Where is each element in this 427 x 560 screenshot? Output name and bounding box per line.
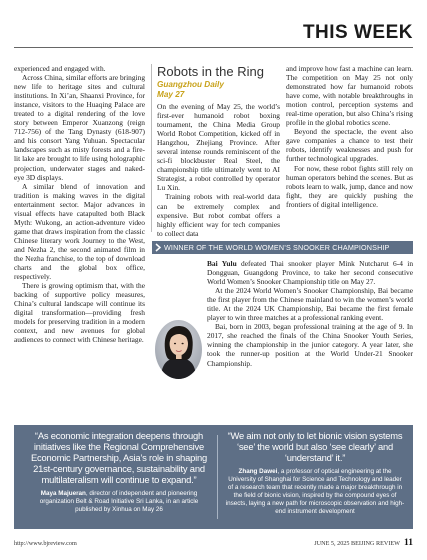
page-number: 11 xyxy=(404,538,413,548)
culture-paragraph: experienced and engaged with. xyxy=(14,64,106,73)
culture-paragraph: A similar blend of innovation and tradition is making waves in the digital entertainment sector. Major advances in visual effects have catapulted both Black Myth: Wukong, an action-adventure video game that draws inspiration from the classic Chinese literary work Journey to the West, and Nezha 2, the second animated film in the Nezha franchise, to the top of download charts and the global box office, respectively. xyxy=(14,181,145,282)
winner-lead-paragraph xyxy=(157,259,413,286)
culture-article-column xyxy=(14,64,145,344)
robots-date: May 27 xyxy=(157,90,185,99)
robots-article-continued xyxy=(286,64,413,209)
robots-paragraph: Training robots with real-world data can be extremely complex and expensive. But robot combat offers a highly efficient way for tech companies to collect data xyxy=(157,192,280,238)
quote-text: “We aim not only to let bionic vision systems ‘see’ the world but also ‘see clearly’ and ‘understand’ it.” xyxy=(227,430,403,463)
quote-author: Maya Majueran xyxy=(40,490,86,497)
quotes-divider xyxy=(217,435,218,519)
winner-paragraph: Bai, born in 2003, began professional training at the age of 9. In 2017, she reached the finals of the China Snooker Youth Series, winning the championship in the junior category. A year later, she took the runner-up position at the World Under-21 Snooker Championship. xyxy=(207,322,413,368)
winner-paragraph: At the 2024 World Women’s Snooker Championship, Bai became the first player from the Chinese mainland to win the women’s world title. At the 2024 UK Championship, Bai became the first female player to win three matches at a professional ranking event. xyxy=(207,286,413,323)
quote-text: “As economic integration deepens through initiatives like the Regional Comprehensive Economic Partnership, Asia’s role in shaping 21st-century governance, sustainability and multilateralism will continue to expand.” xyxy=(30,430,208,485)
culture-paragraph: There is growing optimism that, with the backing of supportive policy measures, China’s cultural landscape will continue its digital transformation—providing fresh models for preserving tradition in a modern context, and new avenues for global audiences to connect with Chinese heritage. xyxy=(14,281,145,345)
robots-headline: Robots in the Ring xyxy=(157,64,264,79)
robots-source: Guangzhou Daily xyxy=(157,80,224,89)
winner-name: Bai Yulu xyxy=(207,259,237,268)
footer-issue-date: JUNE 5, 2025 BEIJING REVIEW xyxy=(314,540,401,547)
robots-paragraph: For now, these robot fights still rely on human operators behind the scenes. But as robots learn to walk, jump, dance and now fight, they are quickly pushing the frontiers of digital intelligence. xyxy=(286,163,413,209)
footer-issue-info xyxy=(314,538,413,548)
chevron-right-icon xyxy=(152,241,164,254)
quote-attribution xyxy=(26,490,212,514)
winner-lead-text: defeated Thai snooker player Mink Nutcharut 6-4 in Dongguan, Guangdong Province, to take her second consecutive World Women’s Snooker Championship title on May 27. xyxy=(207,259,414,287)
quote-attribution xyxy=(225,468,405,515)
header-rule xyxy=(14,47,413,48)
portrait-photo xyxy=(155,320,202,379)
column-divider xyxy=(151,64,152,232)
quote-author-description: , a professor of optical engineering at the University of Shanghai for Science and Technology and leader of a research team that recently made a major breakthrough in the field of bionic vision, inspired by the compound eyes of insects, laying a new path for microscopic observation and high-end instrument development xyxy=(225,468,405,515)
winner-banner-label: WINNER OF THE WORLD WOMEN’S SNOOKER CHAMPIONSHIP xyxy=(164,243,390,252)
robots-paragraph: On the evening of May 25, the world’s first-ever humanoid robot boxing tournament, the China Media Group World Robot Competition, kicked off in Hangzhou, Zhejiang Province. After several intense rounds reminiscent of the sci-fi blockbuster Real Steel, the championship title ultimately went to AI Strategist, a robot controlled by operator Lu Xin. xyxy=(157,102,280,193)
section-title: THIS WEEK xyxy=(302,22,413,43)
robots-paragraph: Beyond the spectacle, the event also gave companies a chance to test their robots, identify weaknesses and push for further technological upgrades. xyxy=(286,127,413,164)
winner-section-banner xyxy=(152,241,413,254)
quote-block-1 xyxy=(26,430,212,514)
quote-author-description: , director of independent and pioneering organization Belt & Road Initiative Sri Lanka, in an article published by Xinhua on May 26 xyxy=(39,490,199,513)
footer-website-link[interactable]: http://www.bjreview.com xyxy=(14,540,77,547)
culture-paragraph: Across China, similar efforts are bringing new life to heritage sites and cultural institutions. In Xi’an, Shaanxi Province, for instance, visitors to the Huaqing Palace are treated to a digital rendering of the love story between Emperor Xuanzong (reign 712-756) of the Tang Dynasty (618-907) and his consort Yang Yuhuan. Spectacular landscapes such as misty forests and a fire-lit lake are brought to life using holographic projection, underwater stages and naked-eye 3D displays. xyxy=(14,73,146,182)
quote-author: Zhang Dawei xyxy=(238,468,278,475)
quote-block-2 xyxy=(225,430,405,515)
robots-paragraph: and improve how fast a machine can learn. The competition on May 25 not only demonstrated how far humanoid robots have come, with notable breakthroughs in motion control, perception systems and real-time operation, but also China’s rising profile in the global robotics scene. xyxy=(286,64,413,128)
robots-article-column xyxy=(157,64,280,238)
